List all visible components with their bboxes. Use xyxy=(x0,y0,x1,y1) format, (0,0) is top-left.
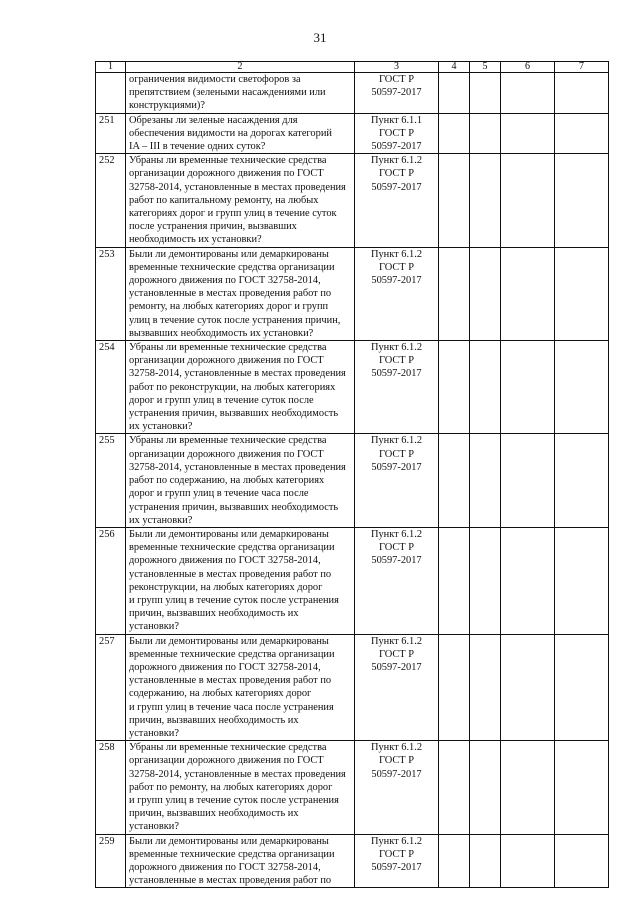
question-text-line: причин, вызвавших необходимость их xyxy=(129,714,299,726)
header-col-4: 4 xyxy=(439,62,470,73)
empty-cell-col-6 xyxy=(501,834,555,888)
reference-text-line: ГОСТ Р xyxy=(378,648,415,660)
question-text-line: содержанию, на любых категориях дорог xyxy=(129,688,312,700)
table-row xyxy=(96,247,609,340)
row-number: 251 xyxy=(96,113,126,154)
question-text-line: дорожного движения по ГОСТ 32758-2014, xyxy=(129,861,321,873)
empty-cell-col-6 xyxy=(501,341,555,434)
row-number: 252 xyxy=(96,154,126,247)
question-text-line: дорожного движения по ГОСТ 32758-2014, xyxy=(129,275,321,287)
question-text-line: обеспечения видимости на дорогах категорий xyxy=(129,127,332,139)
reference-text-line: ГОСТ Р xyxy=(378,542,415,554)
question-text-line: установленные в местах проведения работ по xyxy=(129,568,332,580)
empty-cell-col-7 xyxy=(555,741,609,834)
empty-cell-col-5 xyxy=(470,247,501,340)
empty-cell-col-5 xyxy=(470,834,501,888)
empty-cell-col-7 xyxy=(555,634,609,741)
empty-cell-col-4 xyxy=(439,834,470,888)
table-row xyxy=(96,527,609,634)
question-text-line: установленные в местах проведения работ по xyxy=(129,288,332,300)
reference-text-line: Пункт 6.1.2 xyxy=(370,248,423,260)
empty-cell-col-7 xyxy=(555,527,609,634)
empty-cell-col-4 xyxy=(439,73,470,114)
question-cell xyxy=(126,527,355,634)
reference-text-line: 50597-2017 xyxy=(371,861,422,873)
question-text-line: 32758-2014, установленные в местах проведения xyxy=(129,768,346,780)
question-cell xyxy=(126,741,355,834)
question-text-line: ограничения видимости светофоров за xyxy=(129,74,301,85)
empty-cell-col-4 xyxy=(439,741,470,834)
reference-text-line: 50597-2017 xyxy=(371,141,422,153)
empty-cell-col-4 xyxy=(439,434,470,527)
question-text-line: ремонту, на любых категориях дорог и групп xyxy=(129,301,329,313)
question-text-line: вызвавших необходимость их установки? xyxy=(129,327,314,339)
table-row xyxy=(96,434,609,527)
question-text-line: организации дорожного движения по ГОСТ xyxy=(129,448,324,460)
question-cell xyxy=(126,113,355,154)
question-text-line: категориях дорог и групп улиц в течение суток xyxy=(129,208,337,220)
row-number: 259 xyxy=(96,834,126,888)
question-text-line: установки? xyxy=(129,821,179,833)
question-text-line: дорожного движения по ГОСТ 32758-2014, xyxy=(129,555,321,567)
reference-text-line: Пункт 6.1.2 xyxy=(370,155,423,167)
reference-text-line: 50597-2017 xyxy=(371,181,422,193)
empty-cell-col-7 xyxy=(555,434,609,527)
empty-cell-col-6 xyxy=(501,247,555,340)
empty-cell-col-6 xyxy=(501,434,555,527)
question-text-line: Были ли демонтированы или демаркированы xyxy=(129,835,329,847)
reference-text-line: Пункт 6.1.2 xyxy=(370,835,423,847)
empty-cell-col-5 xyxy=(470,341,501,434)
question-text-line: IA – III в течение одних суток? xyxy=(129,141,266,153)
question-cell xyxy=(126,73,355,114)
question-text-line: работ по реконструкции, на любых категориях xyxy=(129,381,336,393)
question-text-line: и групп улиц в течение часа после устранения xyxy=(129,701,334,713)
question-text-line: установленные в местах проведения работ по xyxy=(129,875,332,887)
question-text-line: 32758-2014, установленные в местах проведения xyxy=(129,461,346,473)
question-text-line: Обрезаны ли зеленые насаждения для xyxy=(129,114,298,126)
reference-text-line: Пункт 6.1.2 xyxy=(370,528,423,540)
row-number: 256 xyxy=(96,527,126,634)
reference-text-line: ГОСТ Р xyxy=(378,74,415,85)
header-col-2: 2 xyxy=(126,62,355,73)
reference-cell xyxy=(355,434,439,527)
question-text-line: улиц в течение суток после устранения причин, xyxy=(129,314,341,326)
empty-cell-col-7 xyxy=(555,73,609,114)
empty-cell-col-6 xyxy=(501,73,555,114)
page-number: 31 xyxy=(313,30,327,45)
reference-text-line: ГОСТ Р xyxy=(378,848,415,860)
question-text-line: причин, вызвавших необходимость их xyxy=(129,608,299,620)
reference-text-line: 50597-2017 xyxy=(371,87,422,99)
question-text-line: причин, вызвавших необходимость их xyxy=(129,808,299,820)
question-text-line: конструкциями)? xyxy=(129,100,205,112)
question-text-line: 32758-2014, установленные в местах проведения xyxy=(129,181,346,193)
header-col-5: 5 xyxy=(470,62,501,73)
reference-text-line: 50597-2017 xyxy=(371,661,422,673)
reference-text-line: Пункт 6.1.2 xyxy=(370,342,423,354)
empty-cell-col-7 xyxy=(555,834,609,888)
question-text-line: необходимость их установки? xyxy=(129,234,262,246)
reference-cell xyxy=(355,741,439,834)
empty-cell-col-4 xyxy=(439,154,470,247)
question-text-line: Убраны ли временные технические средства xyxy=(129,342,327,354)
question-text-line: после устранения причин, вызвавших xyxy=(129,221,297,233)
row-number: 255 xyxy=(96,434,126,527)
question-text-line: временные технические средства организации xyxy=(129,848,335,860)
question-text-line: временные технические средства организации xyxy=(129,648,335,660)
question-cell xyxy=(126,834,355,888)
question-text-line: Убраны ли временные технические средства xyxy=(129,742,327,754)
table-body xyxy=(96,73,609,888)
question-cell xyxy=(126,434,355,527)
reference-cell xyxy=(355,527,439,634)
header-col-7: 7 xyxy=(555,62,609,73)
table-row xyxy=(96,154,609,247)
empty-cell-col-6 xyxy=(501,634,555,741)
question-text-line: организации дорожного движения по ГОСТ xyxy=(129,355,324,367)
reference-text-line: 50597-2017 xyxy=(371,768,422,780)
reference-cell xyxy=(355,834,439,888)
question-cell xyxy=(126,341,355,434)
empty-cell-col-6 xyxy=(501,741,555,834)
question-text-line: устранения причин, вызвавших необходимость xyxy=(129,408,339,420)
reference-text-line: 50597-2017 xyxy=(371,368,422,380)
reference-text-line: ГОСТ Р xyxy=(378,448,415,460)
question-cell xyxy=(126,247,355,340)
reference-cell xyxy=(355,154,439,247)
question-text-line: их установки? xyxy=(129,514,193,526)
question-text-line: и групп улиц в течение суток после устранения xyxy=(129,594,339,606)
table-row xyxy=(96,834,609,888)
question-text-line: дорожного движения по ГОСТ 32758-2014, xyxy=(129,661,321,673)
question-text-line: дорог и групп улиц в течение часа после xyxy=(129,488,309,500)
empty-cell-col-5 xyxy=(470,113,501,154)
question-text-line: препятствием (зелеными насаждениями или xyxy=(129,87,326,99)
reference-text-line: ГОСТ Р xyxy=(378,168,415,180)
question-text-line: установки? xyxy=(129,727,179,739)
empty-cell-col-4 xyxy=(439,341,470,434)
question-text-line: реконструкции, на любых категориях дорог xyxy=(129,581,323,593)
reference-cell xyxy=(355,341,439,434)
question-text-line: Убраны ли временные технические средства xyxy=(129,435,327,447)
row-number: 254 xyxy=(96,341,126,434)
header-col-3: 3 xyxy=(355,62,439,73)
question-text-line: установки? xyxy=(129,621,179,633)
empty-cell-col-6 xyxy=(501,527,555,634)
empty-cell-col-4 xyxy=(439,527,470,634)
table-row xyxy=(96,73,609,114)
question-text-line: организации дорожного движения по ГОСТ xyxy=(129,755,324,767)
table-row xyxy=(96,341,609,434)
reference-text-line: ГОСТ Р xyxy=(378,755,415,767)
empty-cell-col-5 xyxy=(470,434,501,527)
question-text-line: и групп улиц в течение суток после устранения xyxy=(129,794,339,806)
question-text-line: устранения причин, вызвавших необходимость xyxy=(129,501,339,513)
empty-cell-col-5 xyxy=(470,154,501,247)
question-text-line: Убраны ли временные технические средства xyxy=(129,155,327,167)
table-row xyxy=(96,634,609,741)
question-text-line: 32758-2014, установленные в местах проведения xyxy=(129,368,346,380)
reference-text-line: ГОСТ Р xyxy=(378,261,415,273)
question-text-line: организации дорожного движения по ГОСТ xyxy=(129,168,324,180)
question-text-line: установленные в местах проведения работ по xyxy=(129,675,332,687)
reference-cell xyxy=(355,113,439,154)
reference-cell xyxy=(355,634,439,741)
question-text-line: временные технические средства организации xyxy=(129,261,335,273)
row-number: 258 xyxy=(96,741,126,834)
table-row xyxy=(96,741,609,834)
empty-cell-col-4 xyxy=(439,634,470,741)
question-text-line: их установки? xyxy=(129,421,193,433)
question-cell xyxy=(126,634,355,741)
empty-cell-col-4 xyxy=(439,247,470,340)
question-text-line: работ по содержанию, на любых категориях xyxy=(129,475,325,487)
question-text-line: Были ли демонтированы или демаркированы xyxy=(129,528,329,540)
header-col-6: 6 xyxy=(501,62,555,73)
reference-text-line: 50597-2017 xyxy=(371,275,422,287)
question-text-line: временные технические средства организации xyxy=(129,542,335,554)
empty-cell-col-5 xyxy=(470,527,501,634)
reference-text-line: ГОСТ Р xyxy=(378,127,415,139)
reference-text-line: 50597-2017 xyxy=(371,461,422,473)
empty-cell-col-5 xyxy=(470,634,501,741)
empty-cell-col-5 xyxy=(470,73,501,114)
row-number: 257 xyxy=(96,634,126,741)
reference-text-line: Пункт 6.1.1 xyxy=(370,114,423,126)
question-text-line: дорог и групп улиц в течение суток после xyxy=(129,394,314,406)
table-row xyxy=(96,113,609,154)
reference-text-line: Пункт 6.1.2 xyxy=(370,742,423,754)
question-text-line: Были ли демонтированы или демаркированы xyxy=(129,635,329,647)
empty-cell-col-4 xyxy=(439,113,470,154)
reference-text-line: ГОСТ Р xyxy=(378,355,415,367)
checklist-table xyxy=(95,61,609,888)
reference-cell xyxy=(355,247,439,340)
header-col-1: 1 xyxy=(96,62,126,73)
empty-cell-col-6 xyxy=(501,113,555,154)
reference-text-line: Пункт 6.1.2 xyxy=(370,635,423,647)
empty-cell-col-7 xyxy=(555,341,609,434)
reference-text-line: 50597-2017 xyxy=(371,555,422,567)
empty-cell-col-5 xyxy=(470,741,501,834)
empty-cell-col-6 xyxy=(501,154,555,247)
row-number xyxy=(96,73,126,114)
question-text-line: Были ли демонтированы или демаркированы xyxy=(129,248,329,260)
reference-text-line: Пункт 6.1.2 xyxy=(370,435,423,447)
row-number: 253 xyxy=(96,247,126,340)
empty-cell-col-7 xyxy=(555,154,609,247)
empty-cell-col-7 xyxy=(555,113,609,154)
empty-cell-col-7 xyxy=(555,247,609,340)
header-row xyxy=(96,62,609,73)
reference-cell xyxy=(355,73,439,114)
question-cell xyxy=(126,154,355,247)
question-text-line: работ по ремонту, на любых категориях дорог xyxy=(129,781,333,793)
question-text-line: работ по капитальному ремонту, на любых xyxy=(129,194,319,206)
